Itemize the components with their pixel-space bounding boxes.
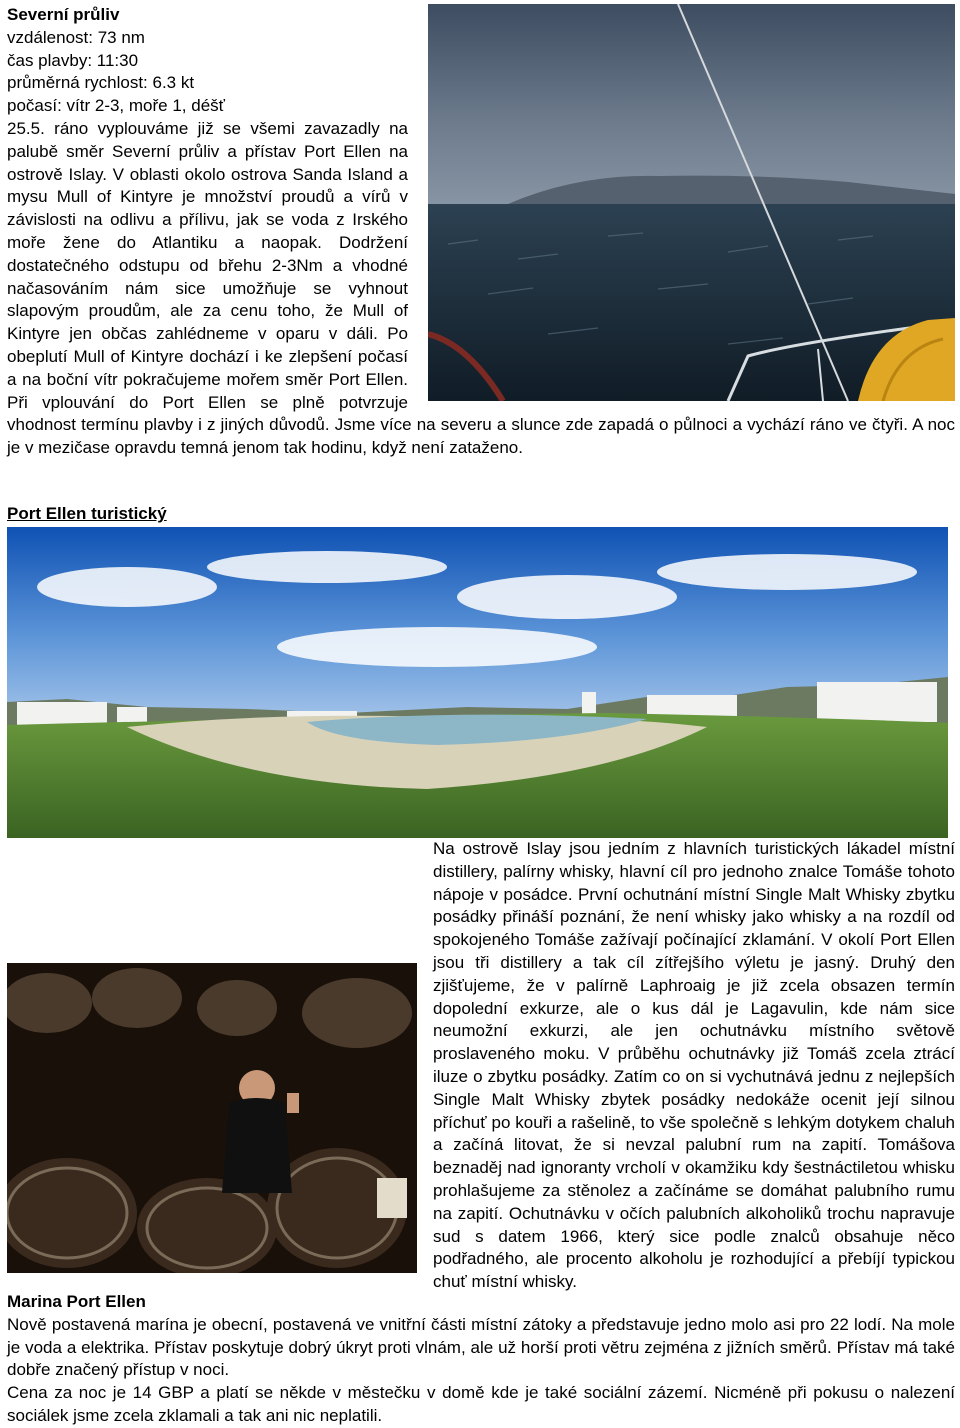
stat-weather: počasí: vítr 2-3, moře 1, déšť: [7, 96, 226, 116]
section-port-ellen-body: [7, 838, 955, 1294]
body-paragraph-1: Nově postavená marína je obecní, postavená ve vnitřní části místní zátoky a představuje jedno molo asi pro 22 lodí. Na mole je voda a elektrika. Přístav poskytuje dobrý úkryt proti vlnám, ale už horší proti větru zejména z jižních směrů. Přístav má také dobře značený přístup v noci.: [7, 1314, 955, 1380]
section-title: Marina Port Ellen: [7, 1292, 146, 1311]
body-paragraph: Na ostrově Islay jsou jedním z hlavních turistických lákadel místní distillery, palírny whisky, hlavní cíl pro jednoho znalce Tomáše tohoto nápoje v posádce. První ochutnání místní Single Malt Whisky zbytku posádky přináší poznání, že není whisky jako whisky a na rozdíl od spokojeného Tomáše zažívají počínající zklamání. V okolí Port Ellen jsou tři distillery a tak cíl zítřejšího výletu je jasný. Druhý den zjišťujeme, že v palírně Laphroaig je již zcela obsazen termín dopolední exkurze, ale o kus dál je Lagavulin, kde nám sice neumožní exkurzi, ale jen ochutnávku místního světově proslaveného moku. V průběhu ochutnávky již Tomáš zcela ztrácí iluze o zbytku posádky. Zatím co on si vychutnává jednu z nejlepších Single Malt Whisky zbytek posádky nedokáže ocenit její silnou příchuť po kouři a rašelině, to vše společně s lehkým dotykem chaluh a začíná litovat, že si nevzal palubní rum na zapití. Tomášova beznaděj nad ignoranty vrcholí v okamžiku kdy šestnáctiletou whisku prohlašujeme za stěnolez a začínáme se domáhat palubního rumu na zapití. Ochutnávku v očích palubních alkoholiků trochu napravuje sud s datem 1966, který sice podle znalců obsahuje něco podřadného, ale procento alkoholu je rozhodující a přebíjí typickou chuť místní whisky.: [433, 839, 955, 1292]
sailing-photo: [428, 4, 955, 401]
body-paragraph: 25.5. ráno vyplouváme již se všemi zavazadly na palubě směr Severní průliv a přístav Port Ellen na ostrově Islay. V oblasti okolo ostrova Sanda Island a mysu Mull of Kintyre je množství proudů a vírů v závislosti na odlivu a přílivu, jak se voda z Irského moře žene do Atlantiku a naopak. Dodržení dostatečného odstupu od břehu 2-3Nm a vhodné načasováním nám sice umožňuje se vyhnout slapovým proudům, ale za cenu toho, že Mull of Kintyre jen občas zahlédneme v oparu v dáli. Po obeplutí Mull of Kintyre dochází i ke zlepšení počasí a na boční vítr pokračujeme mořem směr Port Ellen. Při vplouvání do Port Ellen se plně potvrzuje vhodnost termínu plavby i z jiných důvodů. Jsme více na severu a slunce zde zapadá o půlnoci a vychází ráno ve čtyři. A noc je v mezičase opravdu temná jenom tak hodinu, když není zataženo.: [7, 118, 955, 458]
body-paragraph-2: Cena za noc je 14 GBP a platí se někde v městečku v domě kde je také sociální zázemí. Nicméně při pokusu o nalezení sociálek jsme zcela zklamali a tak ani nic neplatili.: [7, 1383, 955, 1425]
stat-time: čas plavby: 11:30: [7, 50, 139, 70]
stat-distance: vzdálenost: 73 nm: [7, 27, 145, 47]
distillery-cellar-photo: [7, 963, 417, 1273]
section-severni-pruliv: [7, 4, 955, 460]
section-title-port-ellen: Port Ellen turistický: [7, 504, 167, 523]
port-ellen-panorama-photo: [7, 527, 948, 838]
section-marina-port-ellen: [7, 1291, 955, 1428]
section-title: Severní průliv: [7, 5, 120, 24]
stat-speed: průměrná rychlost: 6.3 kt: [7, 73, 195, 93]
